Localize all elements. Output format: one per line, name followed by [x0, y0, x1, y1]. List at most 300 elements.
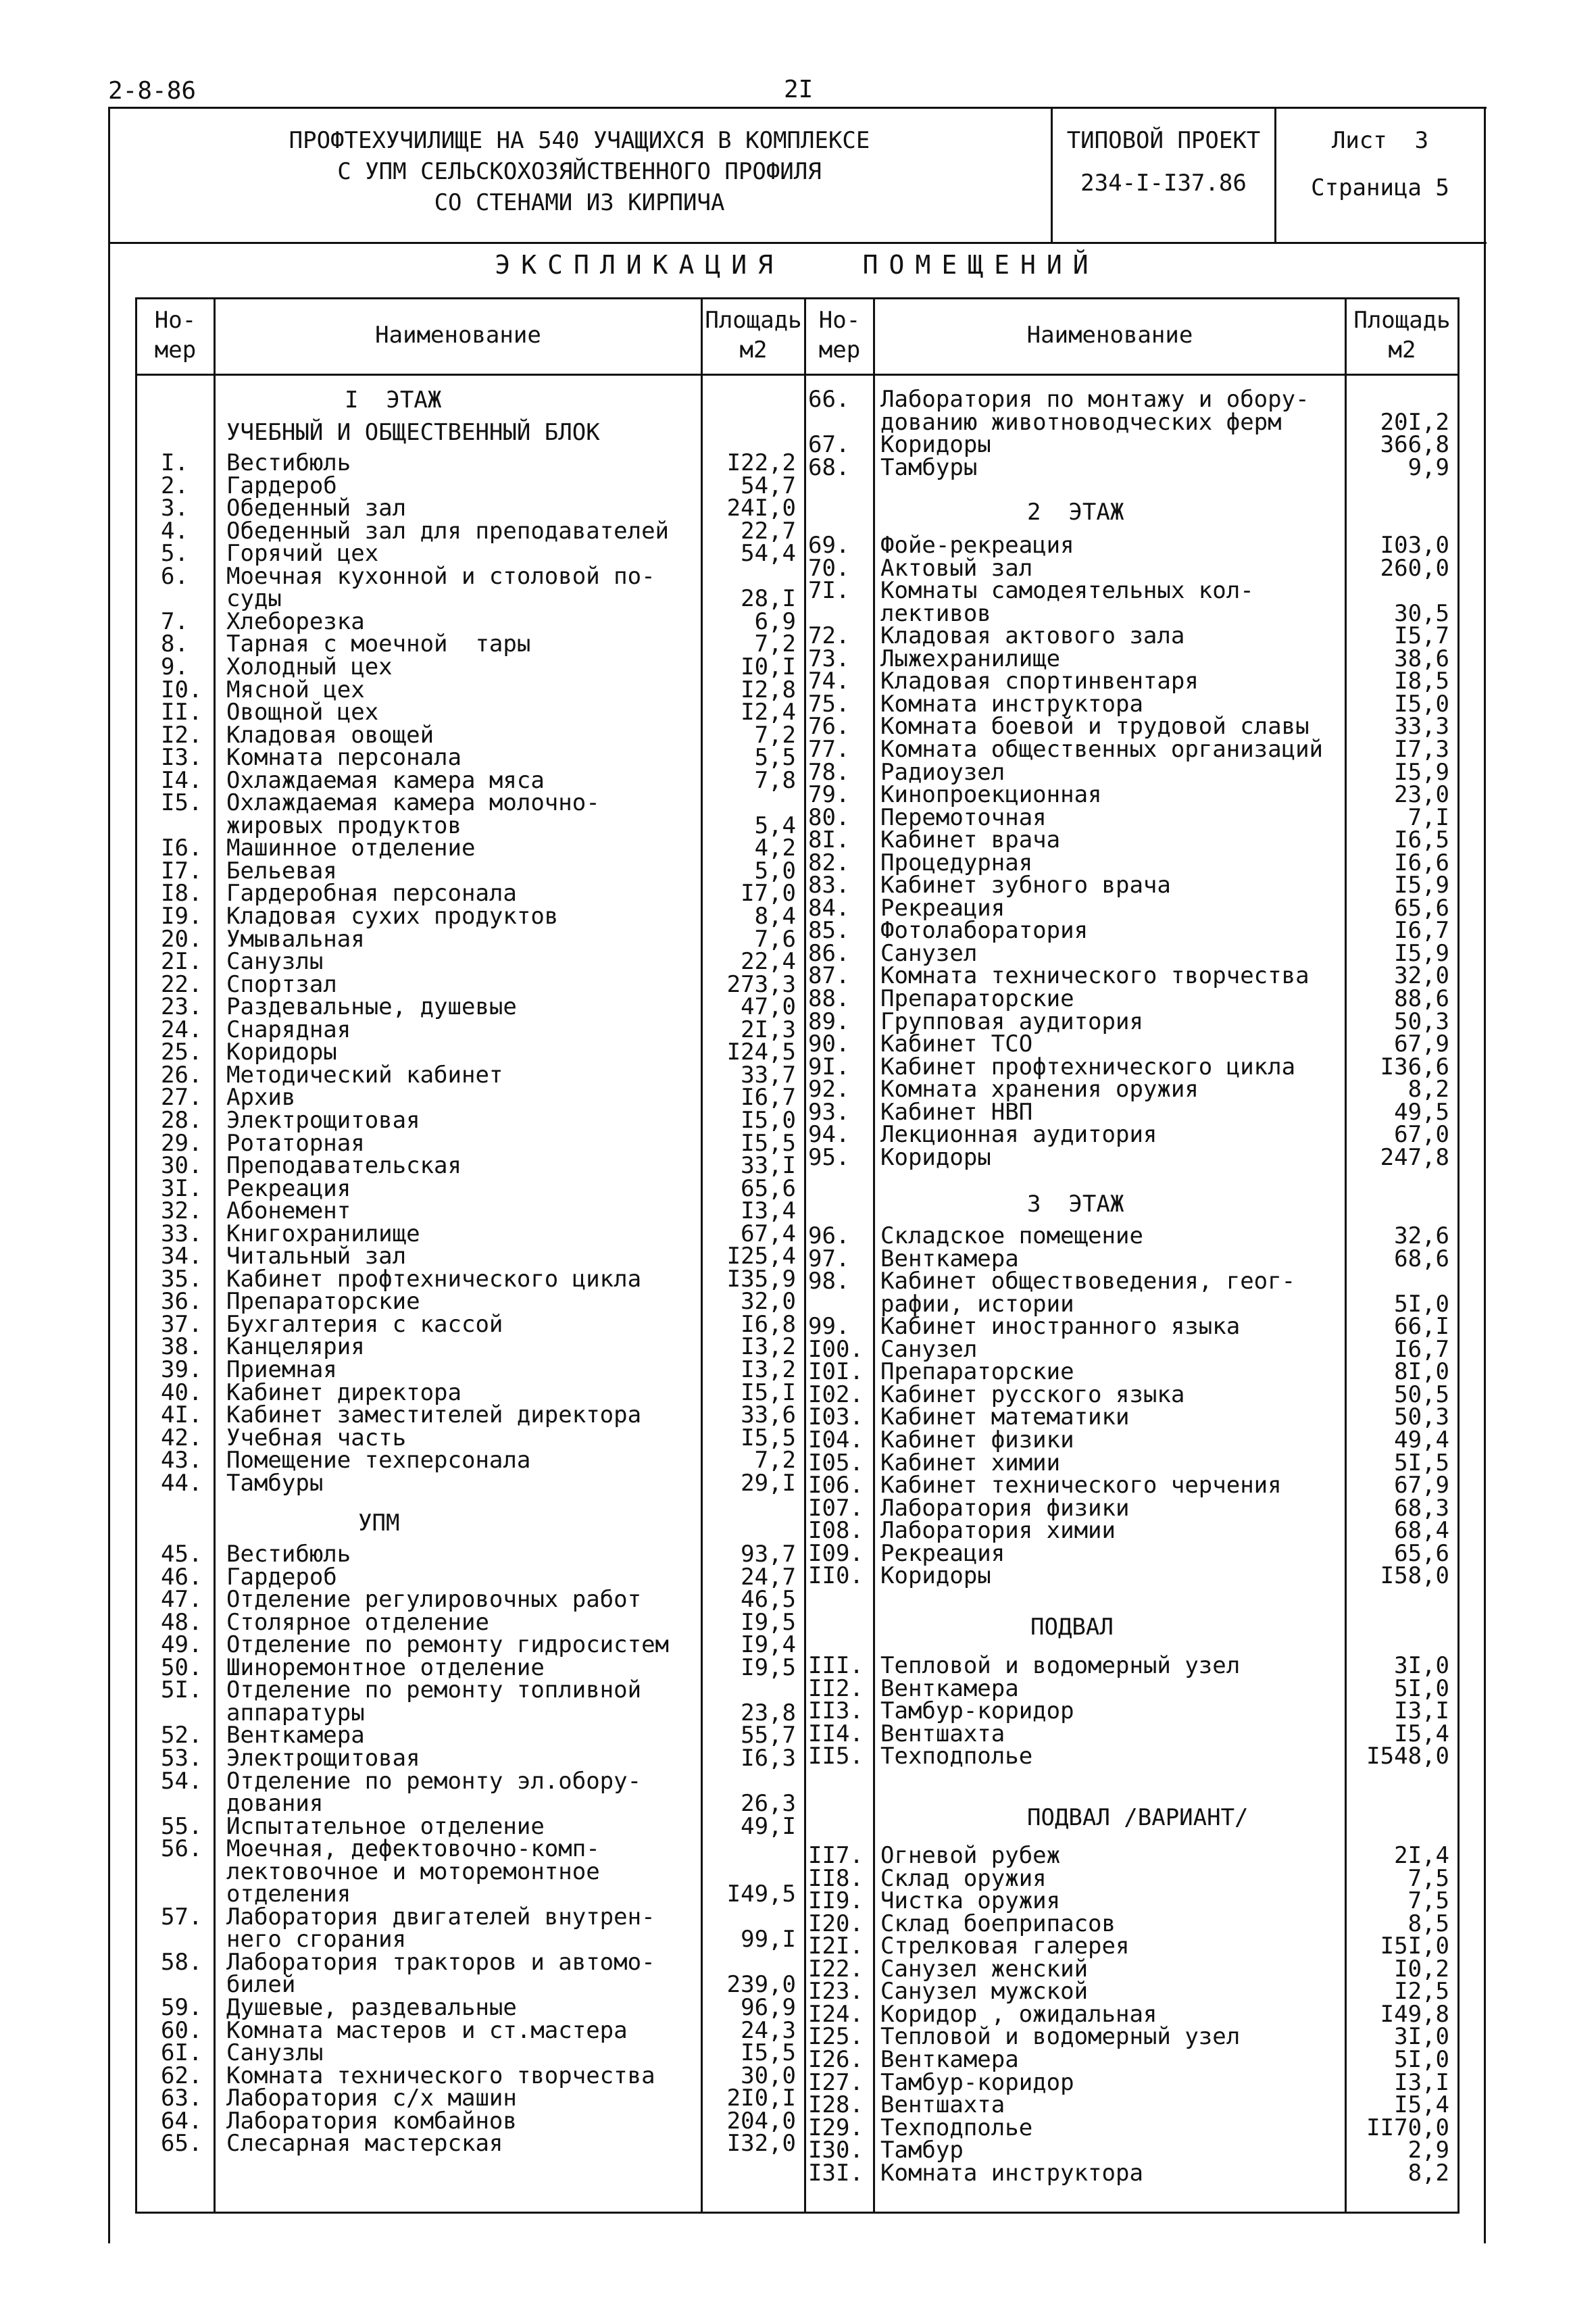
room-number: 67.: [808, 431, 850, 458]
room-number: 68.: [808, 454, 850, 481]
room-area: I6,5: [1394, 826, 1449, 853]
top-rule: [108, 107, 1487, 109]
room-name: Кладовая спортинвентаря: [880, 668, 1199, 695]
room-name: Процедурная: [880, 849, 1033, 876]
room-number: 74.: [808, 668, 850, 695]
room-number: I22.: [808, 1956, 864, 1983]
room-number: 30.: [161, 1152, 203, 1179]
room-area: I5,7: [1394, 622, 1449, 649]
room-area: I9,4: [741, 1631, 796, 1658]
room-number: 62.: [161, 2062, 203, 2089]
room-name: Гардеробная персонала: [226, 880, 517, 907]
room-name: Машинное отделение: [226, 835, 476, 862]
room-number: II2.: [808, 1675, 864, 1702]
room-area: 23,8: [741, 1699, 796, 1726]
room-area: 29,I: [741, 1470, 796, 1497]
room-name: Умывальная: [226, 926, 365, 953]
room-area: 49,4: [1394, 1426, 1449, 1453]
room-number: 82.: [808, 849, 850, 876]
room-name: Коридоры: [880, 1562, 991, 1589]
room-name: Препараторские: [880, 1358, 1074, 1385]
room-number: 52.: [161, 1722, 203, 1749]
room-area: I5,9: [1394, 872, 1449, 899]
room-name: лективов: [880, 600, 991, 627]
room-area: 8,2: [1407, 2160, 1449, 2187]
room-number: 84.: [808, 895, 850, 922]
room-area: 7,2: [754, 1447, 796, 1474]
room-name: Мясной цех: [226, 676, 365, 703]
room-area: 7,5: [1407, 1865, 1449, 1892]
right-variant-heading: ПОДВАЛ /ВАРИАНТ/: [1027, 1804, 1249, 1831]
room-number: 77.: [808, 736, 850, 763]
header-left-border: [108, 108, 110, 2243]
room-area: 24,3: [741, 2017, 796, 2044]
room-area: 3I,0: [1394, 2023, 1449, 2050]
room-number: 92.: [808, 1076, 850, 1103]
room-name: Охлаждаемая камера мяса: [226, 767, 545, 794]
room-name: Спортзал: [226, 971, 337, 998]
room-area: I9,5: [741, 1654, 796, 1681]
room-name: Моечная, дефектовочно-комп-: [226, 1835, 600, 1862]
room-number: I0I.: [808, 1358, 864, 1385]
room-name: Книгохранилище: [226, 1220, 420, 1247]
room-area: I6,7: [1394, 917, 1449, 944]
room-number: 3.: [161, 495, 189, 522]
room-number: I9.: [161, 903, 203, 930]
room-area: 30,5: [1394, 600, 1449, 627]
room-area: 2,9: [1407, 2137, 1449, 2164]
room-number: I02.: [808, 1381, 864, 1408]
room-name: Санузел: [880, 940, 978, 967]
room-name: Санузлы: [226, 948, 324, 975]
room-name: Кабинет врача: [880, 826, 1061, 853]
room-name: Отделение по ремонту топливной: [226, 1676, 642, 1703]
room-number: 29.: [161, 1130, 203, 1157]
room-name: Кабинет русского языка: [880, 1381, 1185, 1408]
room-name: Вентшахта: [880, 1720, 1005, 1747]
room-number: I07.: [808, 1495, 864, 1522]
room-number: I27.: [808, 2069, 864, 2096]
room-number: 45.: [161, 1541, 203, 1568]
right-floor2-heading: 2 ЭТАЖ: [1027, 499, 1124, 526]
room-area: I25,4: [726, 1243, 796, 1270]
room-number: 73.: [808, 645, 850, 672]
room-area: I36,6: [1380, 1053, 1449, 1080]
col-area-right: [1347, 305, 1457, 365]
room-number: 22.: [161, 971, 203, 998]
room-name: Кабинет физики: [880, 1426, 1074, 1453]
room-area: 68,3: [1394, 1495, 1449, 1522]
room-number: 83.: [808, 872, 850, 899]
room-area: I35,9: [726, 1266, 796, 1293]
room-area: 67,4: [741, 1220, 796, 1247]
room-number: 48.: [161, 1609, 203, 1636]
room-name: Перемоточная: [880, 804, 1047, 831]
room-name: Тамбуры: [880, 454, 978, 481]
room-name: Кабинет математики: [880, 1403, 1130, 1430]
table-head-rule: [135, 374, 1460, 376]
room-number: II5.: [808, 1743, 864, 1770]
room-area: 33,3: [1394, 713, 1449, 740]
room-area: 67,9: [1394, 1030, 1449, 1057]
room-number: 54.: [161, 1768, 203, 1795]
room-number: 23.: [161, 993, 203, 1020]
room-name: Гардероб: [226, 472, 337, 499]
room-area: 33,7: [741, 1062, 796, 1089]
room-name: Обеденный зал: [226, 495, 407, 522]
room-area: I2,5: [1394, 1978, 1449, 2005]
room-number: 78.: [808, 759, 850, 786]
room-name: Лаборатория физики: [880, 1495, 1130, 1522]
room-name: Моечная кухонной и столовой по-: [226, 563, 655, 590]
room-number: 7I.: [808, 577, 850, 604]
room-name: Чистка оружия: [880, 1887, 1061, 1914]
room-number: I7.: [161, 857, 203, 885]
room-number: II.: [161, 699, 203, 726]
room-name: Венткамера: [880, 2046, 1019, 2073]
room-number: 72.: [808, 622, 850, 649]
room-number: II0.: [808, 1562, 864, 1589]
room-name: отделения: [226, 1881, 351, 1908]
col-area-line1: Площадь: [1353, 307, 1451, 334]
room-area: 88,6: [1394, 985, 1449, 1012]
room-number: II8.: [808, 1865, 864, 1892]
room-area: I3,I: [1394, 1697, 1449, 1724]
room-name: Слесарная мастерская: [226, 2130, 503, 2157]
room-number: I8.: [161, 880, 203, 907]
room-name: Коридоры: [880, 431, 991, 458]
room-name: Гардероб: [226, 1564, 337, 1591]
room-name: Рекреация: [880, 1540, 1005, 1567]
room-area: 66,I: [1394, 1313, 1449, 1340]
room-area: I2,8: [741, 676, 796, 703]
table-title: ЭКСПЛИКАЦИЯ ПОМЕЩЕНИЙ: [495, 250, 1099, 280]
room-number: 75.: [808, 691, 850, 718]
room-name: Тарная с моечной тары: [226, 630, 531, 657]
room-name: Рекреация: [880, 895, 1005, 922]
room-area: 273,3: [726, 971, 796, 998]
room-area: 7,I: [1407, 804, 1449, 831]
room-area: I24,5: [726, 1039, 796, 1066]
room-name: Склад боеприпасов: [880, 1910, 1116, 1937]
room-area: I49,5: [726, 1881, 796, 1908]
room-area: 28,I: [741, 585, 796, 612]
room-name: Кабинет химии: [880, 1449, 1061, 1476]
room-number: I.: [161, 449, 189, 476]
room-number: I04.: [808, 1426, 864, 1453]
room-area: I3,2: [741, 1356, 796, 1383]
room-number: 43.: [161, 1447, 203, 1474]
room-name: Лаборатория химии: [880, 1517, 1116, 1544]
room-area: 8I,0: [1394, 1358, 1449, 1385]
room-area: 7,6: [754, 926, 796, 953]
room-name: жировых продуктов: [226, 812, 462, 839]
room-number: 58.: [161, 1949, 203, 1976]
col-number-line1: Но-: [154, 307, 197, 334]
room-area: 54,4: [741, 540, 796, 567]
col-area-line2: м2: [1388, 337, 1416, 364]
room-area: 247,8: [1380, 1144, 1449, 1171]
room-number: 79.: [808, 781, 850, 808]
room-number: 69.: [808, 532, 850, 559]
room-name: Вестибюль: [226, 1541, 351, 1568]
room-area: 7,5: [1407, 1887, 1449, 1914]
room-name: Ротаторная: [226, 1130, 365, 1157]
col-name-right: Наименование: [1026, 322, 1193, 349]
room-area: 67,9: [1394, 1472, 1449, 1499]
room-name: Комната инструктора: [880, 691, 1143, 718]
room-name: Электрощитовая: [226, 1745, 420, 1772]
room-area: 5,0: [754, 857, 796, 885]
room-area: I5,5: [741, 1424, 796, 1451]
room-number: 50.: [161, 1654, 203, 1681]
room-area: I03,0: [1380, 532, 1449, 559]
room-area: 5I,0: [1394, 1675, 1449, 1702]
room-name: Лыжехранилище: [880, 645, 1061, 672]
room-name: Снарядная: [226, 1016, 351, 1043]
room-name: Комната боевой и трудовой славы: [880, 713, 1310, 740]
room-number: 9I.: [808, 1053, 850, 1080]
room-name: Фотолаборатория: [880, 917, 1089, 944]
room-area: I6,7: [741, 1084, 796, 1111]
right-basement-heading: ПОДВАЛ: [1030, 1614, 1114, 1641]
room-number: 44.: [161, 1470, 203, 1497]
room-name: Преподавательская: [226, 1152, 462, 1179]
room-name: Венткамера: [226, 1722, 365, 1749]
room-area: 32,0: [741, 1288, 796, 1315]
room-area: 50,3: [1394, 1403, 1449, 1430]
room-area: I5,9: [1394, 759, 1449, 786]
room-number: I4.: [161, 767, 203, 794]
header-bottom-rule: [108, 242, 1487, 244]
room-number: 38.: [161, 1333, 203, 1360]
room-number: I6.: [161, 835, 203, 862]
room-area: 22,4: [741, 948, 796, 975]
room-number: I29.: [808, 2114, 864, 2141]
room-area: 7,8: [754, 767, 796, 794]
room-number: I30.: [808, 2137, 864, 2164]
room-area: I32,0: [726, 2130, 796, 2157]
room-name: Отделение регулировочных работ: [226, 1586, 642, 1613]
room-area: 6,9: [754, 608, 796, 635]
room-number: 70.: [808, 555, 850, 582]
room-name: Санузел: [880, 1336, 978, 1363]
room-area: I5,5: [741, 1130, 796, 1157]
room-number: 26.: [161, 1062, 203, 1089]
room-area: 260,0: [1380, 555, 1449, 582]
room-name: Коридор , ожидальная: [880, 2001, 1157, 2028]
room-area: 2I,3: [741, 1016, 796, 1043]
col-line-4: [804, 297, 806, 2214]
room-area: I6,6: [1394, 849, 1449, 876]
room-name: Бельевая: [226, 857, 337, 885]
room-number: I28.: [808, 2091, 864, 2118]
room-number: 8.: [161, 630, 189, 657]
room-name: Фойе-рекреация: [880, 532, 1074, 559]
room-name: Кабинет технического черчения: [880, 1472, 1282, 1499]
room-name: Комната хранения оружия: [880, 1076, 1199, 1103]
room-area: I5,I: [741, 1379, 796, 1406]
room-area: 5I,5: [1394, 1449, 1449, 1476]
room-number: 80.: [808, 804, 850, 831]
room-name: Препараторские: [226, 1288, 420, 1315]
room-area: 96,9: [741, 1994, 796, 2021]
col-line-5: [873, 297, 875, 2214]
room-name: Испытательное отделение: [226, 1813, 545, 1840]
room-number: 20.: [161, 926, 203, 953]
col-number-line2: мер: [818, 337, 861, 364]
room-name: Радиоузел: [880, 759, 1005, 786]
col-number-line1: Но-: [818, 307, 861, 334]
room-name: Душевые, раздевальные: [226, 1994, 517, 2021]
room-name: Комната мастеров и ст.мастера: [226, 2017, 628, 2044]
room-name: Отделение по ремонту гидросистем: [226, 1631, 670, 1658]
room-number: 97.: [808, 1245, 850, 1272]
col-area-line1: Площадь: [705, 307, 802, 334]
room-name: Санузел женский: [880, 1956, 1089, 1983]
room-number: 28.: [161, 1107, 203, 1134]
page-label: Страница 5: [1311, 174, 1449, 201]
room-number: 2I.: [161, 948, 203, 975]
room-area: 67,0: [1394, 1121, 1449, 1148]
room-name: Кабинет ТСО: [880, 1030, 1033, 1057]
room-number: 87.: [808, 962, 850, 989]
room-area: 5I,0: [1394, 2046, 1449, 2073]
room-name: Лаборатория двигателей внутрен-: [226, 1903, 655, 1931]
room-name: Коридоры: [880, 1144, 991, 1171]
room-area: II70,0: [1366, 2114, 1449, 2141]
room-name: Лаборатория по монтажу и обору-: [880, 386, 1310, 413]
room-area: I5,0: [741, 1107, 796, 1134]
room-area: 65,6: [741, 1175, 796, 1202]
room-name: Комната инструктора: [880, 2160, 1143, 2187]
room-name: Раздевальные, душевые: [226, 993, 517, 1020]
room-number: 85.: [808, 917, 850, 944]
room-number: 66.: [808, 386, 850, 413]
room-number: 40.: [161, 1379, 203, 1406]
room-area: I8,5: [1394, 668, 1449, 695]
room-area: I6,3: [741, 1745, 796, 1772]
room-number: I24.: [808, 2001, 864, 2028]
room-area: 5,5: [754, 744, 796, 771]
room-name: Кладовая актового зала: [880, 622, 1185, 649]
room-name: Венткамера: [880, 1245, 1019, 1272]
room-number: 39.: [161, 1356, 203, 1383]
room-name: Рекреация: [226, 1175, 351, 1202]
room-area: 33,6: [741, 1401, 796, 1428]
room-area: I6,8: [741, 1311, 796, 1338]
room-number: I3I.: [808, 2160, 864, 2187]
room-area: I5,5: [741, 2039, 796, 2066]
room-number: I08.: [808, 1517, 864, 1544]
room-number: 6.: [161, 563, 189, 590]
room-number: 90.: [808, 1030, 850, 1057]
room-number: 95.: [808, 1144, 850, 1171]
col-name-left: Наименование: [375, 322, 541, 349]
room-number: 36.: [161, 1288, 203, 1315]
room-number: 89.: [808, 1008, 850, 1035]
room-name: Огневой рубеж: [880, 1842, 1061, 1869]
room-name: Хлеборезка: [226, 608, 365, 635]
room-number: 5.: [161, 540, 189, 567]
room-number: II7.: [808, 1842, 864, 1869]
room-name: Холодный цех: [226, 653, 393, 680]
room-area: I6,7: [1394, 1336, 1449, 1363]
room-name: Тамбур-коридор: [880, 2069, 1074, 2096]
room-number: 9.: [161, 653, 189, 680]
room-number: I06.: [808, 1472, 864, 1499]
room-area: 26,3: [741, 1790, 796, 1817]
room-name: Лаборатория тракторов и автомо-: [226, 1949, 655, 1976]
room-area: 49,I: [741, 1813, 796, 1840]
table-bottom-rule: [135, 2212, 1460, 2214]
room-area: 2I0,I: [726, 2085, 796, 2112]
header-title-line-3: СО СТЕНАМИ ИЗ КИРПИЧА: [434, 189, 725, 216]
room-name: Складское помещение: [880, 1222, 1143, 1249]
room-area: 8,4: [754, 903, 796, 930]
room-area: 5,4: [754, 812, 796, 839]
room-name: Кабинет директора: [226, 1379, 462, 1406]
col-line-7: [1457, 297, 1460, 2214]
room-number: I03.: [808, 1403, 864, 1430]
room-name: Кабинет профтехнического цикла: [226, 1266, 642, 1293]
room-number: 34.: [161, 1243, 203, 1270]
room-number: I00.: [808, 1336, 864, 1363]
room-area: 366,8: [1380, 431, 1449, 458]
room-number: 55.: [161, 1813, 203, 1840]
room-name: Коридоры: [226, 1039, 337, 1066]
room-area: 8,2: [1407, 1076, 1449, 1103]
room-name: Вестибюль: [226, 449, 351, 476]
room-number: 86.: [808, 940, 850, 967]
room-number: 42.: [161, 1424, 203, 1451]
room-area: 9,9: [1407, 454, 1449, 481]
room-area: 33,I: [741, 1152, 796, 1179]
room-name: Комната технического творчества: [880, 962, 1310, 989]
room-number: I3.: [161, 744, 203, 771]
room-area: I548,0: [1366, 1743, 1449, 1770]
room-number: 8I.: [808, 826, 850, 853]
header-right-border: [1484, 108, 1486, 2243]
project-label: ТИПОВОЙ ПРОЕКТ: [1066, 127, 1261, 154]
room-number: 35.: [161, 1266, 203, 1293]
room-area: 50,5: [1394, 1381, 1449, 1408]
room-name: Техподполье: [880, 1743, 1033, 1770]
room-area: 7,2: [754, 630, 796, 657]
room-name: Кабинет заместителей директора: [226, 1401, 642, 1428]
room-name: Комната общественных организаций: [880, 736, 1324, 763]
room-name: суды: [226, 585, 282, 612]
room-area: 204,0: [726, 2108, 796, 2135]
room-area: I5,0: [1394, 691, 1449, 718]
room-number: 4.: [161, 518, 189, 545]
room-number: II4.: [808, 1720, 864, 1747]
room-number: 47.: [161, 1586, 203, 1613]
room-number: 46.: [161, 1564, 203, 1591]
room-name: Кладовая сухих продуктов: [226, 903, 559, 930]
room-area: I58,0: [1380, 1562, 1449, 1589]
room-number: 4I.: [161, 1401, 203, 1428]
room-number: 57.: [161, 1903, 203, 1931]
room-name: лектовочное и моторемонтное: [226, 1858, 600, 1885]
room-number: 93.: [808, 1099, 850, 1126]
room-name: Помещение техперсонала: [226, 1447, 531, 1474]
room-area: 49,5: [1394, 1099, 1449, 1126]
room-area: I49,8: [1380, 2001, 1449, 2028]
room-name: Комнаты самодеятельных кол-: [880, 577, 1254, 604]
room-number: 94.: [808, 1121, 850, 1148]
room-number: 59.: [161, 1994, 203, 2021]
